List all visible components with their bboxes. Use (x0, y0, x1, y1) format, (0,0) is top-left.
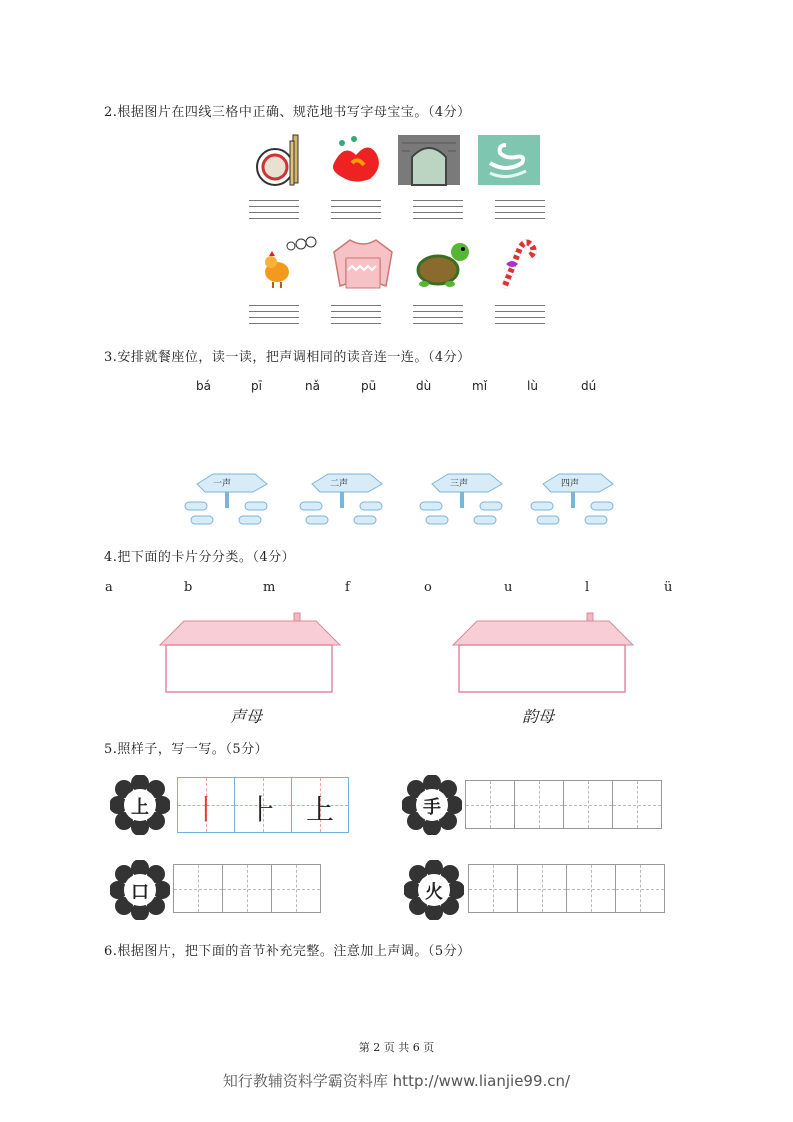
question-6-title: 6.根据图片，把下面的音节补充完整。注意加上声调。（5分） (104, 944, 471, 959)
writing-lines[interactable] (249, 305, 299, 323)
badge-char: 火 (425, 882, 443, 903)
table-label: 一声 (213, 479, 232, 489)
char-badge (402, 775, 462, 835)
writing-lines[interactable] (495, 305, 545, 323)
char-badge (110, 775, 170, 835)
syllable[interactable]: nǎ (305, 379, 320, 393)
syllable[interactable]: bá (196, 379, 211, 393)
stroke-step: ⺊ (248, 793, 277, 826)
stroke-step: 丨 (191, 793, 220, 826)
question-5-title: 5.照样子，写一写。（5分） (104, 742, 269, 757)
letter-card[interactable]: l (585, 580, 590, 595)
char-badge (404, 860, 464, 920)
writing-grid[interactable] (173, 864, 320, 913)
candy-cane-icon (486, 236, 552, 290)
writing-grid[interactable] (465, 780, 661, 829)
turtle-icon (410, 236, 476, 290)
letter-card[interactable]: f (345, 580, 350, 595)
house-label-consonant: 声母 (230, 707, 263, 726)
syllable[interactable]: lù (527, 379, 538, 393)
dining-table-1[interactable] (183, 468, 271, 530)
writing-lines[interactable] (495, 200, 545, 218)
drum-icon (247, 133, 313, 187)
consonant-house[interactable] (158, 611, 342, 695)
chick-icon (255, 236, 321, 290)
house-label-vowel: 韵母 (522, 707, 555, 726)
badge-char: 手 (423, 797, 441, 818)
letter-card[interactable]: m (263, 580, 276, 595)
syllable[interactable]: dù (416, 379, 432, 393)
phoenix-icon (324, 133, 390, 187)
writing-grid[interactable] (468, 864, 664, 913)
writing-lines[interactable] (249, 200, 299, 218)
badge-char: 上 (131, 797, 149, 818)
question-2-title: 2.根据图片在四线三格中正确、规范地书写字母宝宝。（4分） (104, 105, 471, 120)
syllable[interactable]: mǐ (472, 379, 488, 393)
question-4-title: 4.把下面的卡片分分类。（4分） (104, 550, 296, 565)
syllable[interactable]: pī (251, 379, 262, 393)
dining-table-3[interactable] (418, 468, 506, 530)
letter-card[interactable]: u (504, 580, 513, 595)
sweater-icon (330, 236, 396, 290)
letter-card[interactable]: ü (664, 580, 673, 595)
gate-icon (396, 133, 462, 187)
swan-icon (476, 133, 542, 187)
dining-table-4[interactable] (529, 468, 617, 530)
syllable[interactable]: dú (581, 379, 597, 393)
badge-char: 口 (131, 882, 149, 903)
page-number: 第 2 页 共 6 页 (358, 1041, 435, 1054)
letter-card[interactable]: b (184, 580, 193, 595)
stroke-step: 上 (305, 793, 334, 826)
writing-lines[interactable] (413, 305, 463, 323)
dining-table-2[interactable] (298, 468, 386, 530)
syllable[interactable]: pū (361, 379, 377, 393)
table-label: 四声 (561, 479, 580, 489)
stroke-example-grid (177, 777, 348, 833)
letter-card[interactable]: o (424, 580, 432, 595)
table-label: 二声 (330, 479, 349, 489)
table-label: 三声 (450, 479, 469, 489)
char-badge (110, 860, 170, 920)
vowel-house[interactable] (451, 611, 635, 695)
writing-lines[interactable] (331, 200, 381, 218)
writing-lines[interactable] (413, 200, 463, 218)
writing-lines[interactable] (331, 305, 381, 323)
watermark: 知行教辅资料学霸资料库 http://www.lianjie99.cn/ (222, 1072, 571, 1090)
question-3-title: 3.安排就餐座位，读一读，把声调相同的读音连一连。（4分） (104, 350, 471, 365)
letter-card[interactable]: a (105, 580, 113, 595)
